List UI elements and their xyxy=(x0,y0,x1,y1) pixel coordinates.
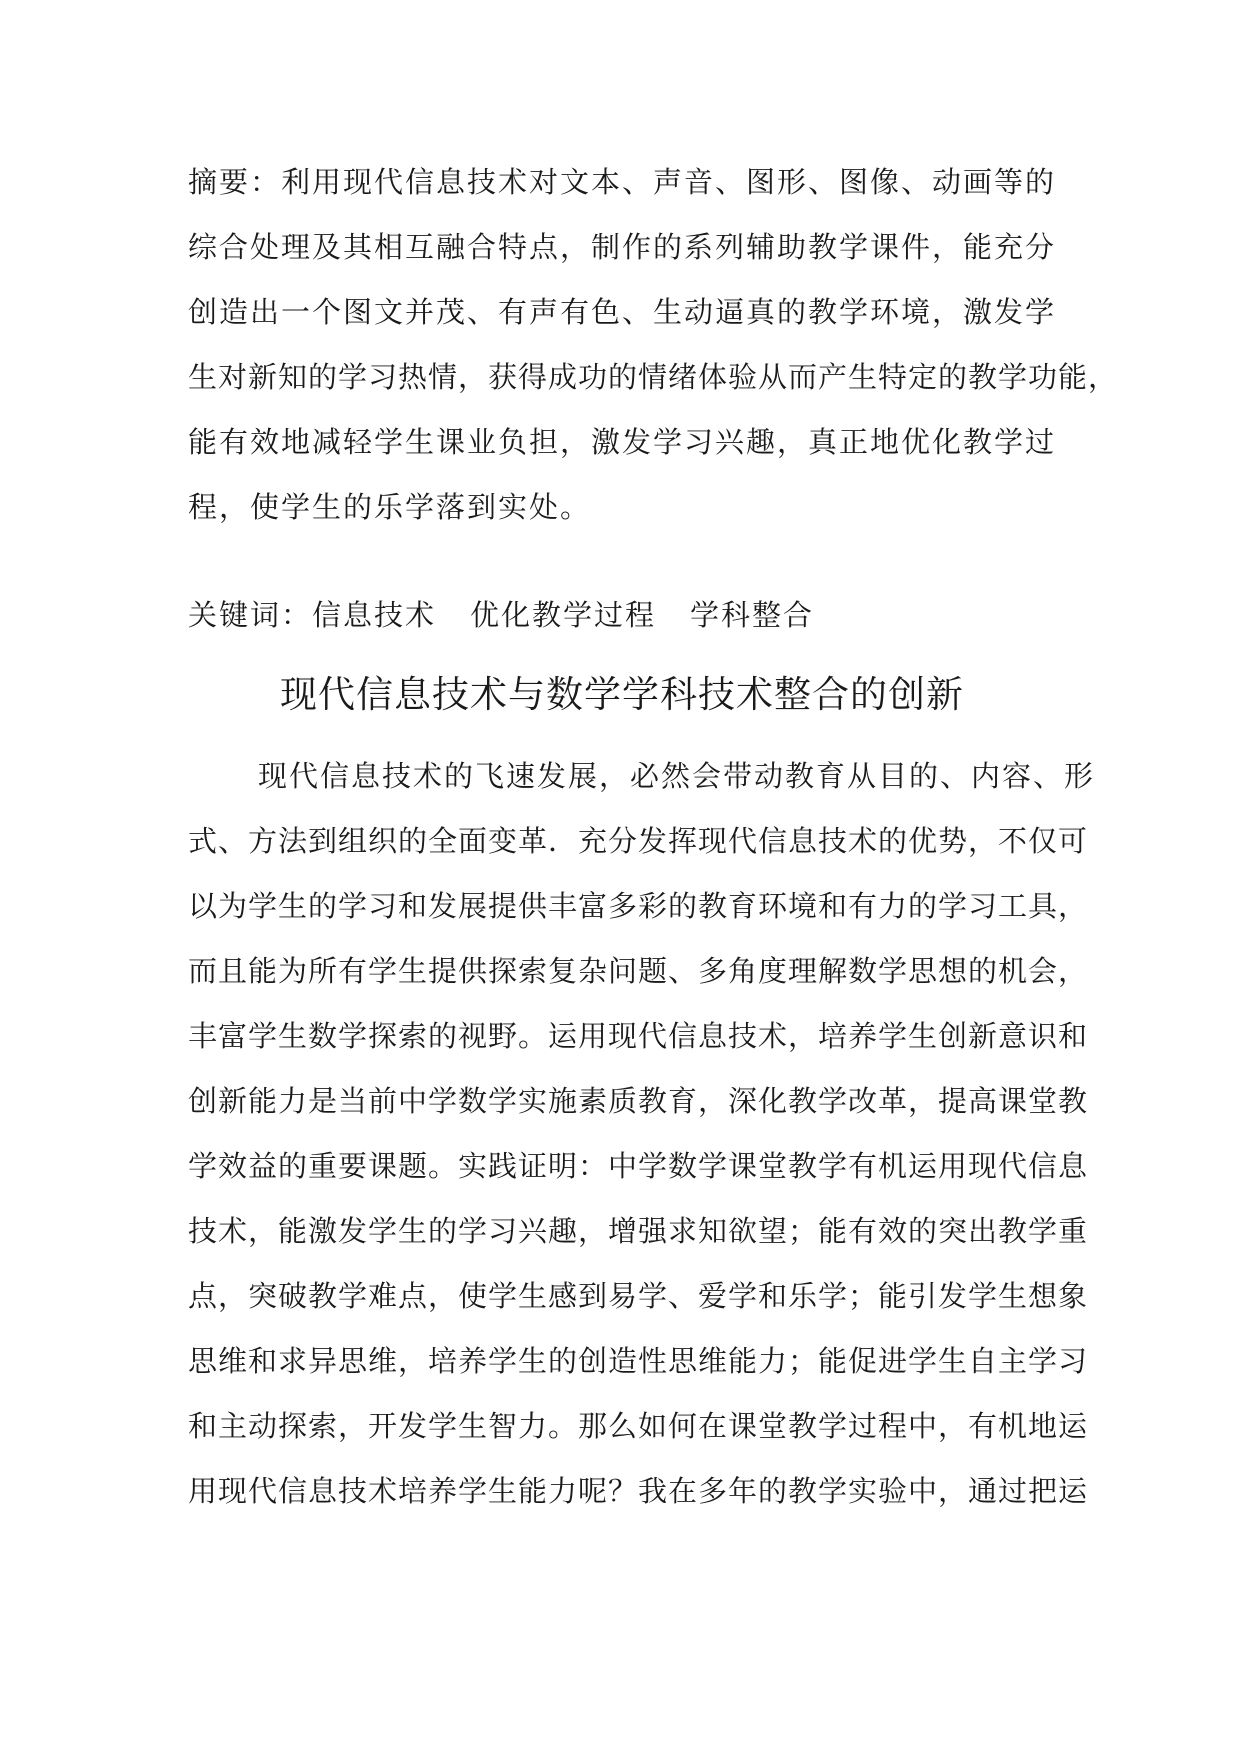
abstract-line: 程，使学生的乐学落到实处。 xyxy=(188,490,592,524)
body-line: 现代信息技术的飞速发展，必然会带动教育从目的、内容、形 xyxy=(258,759,1096,793)
abstract-line: 创造出一个图文并茂、有声有色、生动逼真的教学环境，激发学 xyxy=(188,295,1057,329)
keyword-item: 信息技术 xyxy=(312,598,437,632)
body-line: 技术，能激发学生的学习兴趣，增强求知欲望；能有效的突出教学重 xyxy=(188,1214,1089,1248)
abstract-line: 生对新知的学习热情，获得成功的情绪体验从而产生特定的教学功能， xyxy=(188,360,1119,394)
keyword-item: 优化教学过程 xyxy=(470,598,657,632)
abstract-line: 摘要：利用现代信息技术对文本、声音、图形、图像、动画等的 xyxy=(188,165,1057,199)
body-paragraph xyxy=(188,744,1096,1524)
keywords-label: 关键词： xyxy=(188,598,313,632)
body-line: 丰富学生数学探索的视野。运用现代信息技术，培养学生创新意识和 xyxy=(188,1019,1089,1053)
body-line: 以为学生的学习和发展提供丰富多彩的教育环境和有力的学习工具， xyxy=(188,889,1089,923)
body-line: 思维和求异思维，培养学生的创造性思维能力；能促进学生自主学习 xyxy=(188,1344,1089,1378)
body-line: 学效益的重要课题。实践证明：中学数学课堂教学有机运用现代信息 xyxy=(188,1149,1089,1183)
keyword-item: 学科整合 xyxy=(690,598,815,632)
abstract xyxy=(188,150,1119,540)
body-line: 而且能为所有学生提供探索复杂问题、多角度理解数学思想的机会， xyxy=(188,954,1089,988)
body-line: 用现代信息技术培养学生能力呢？我在多年的教学实验中，通过把运 xyxy=(188,1474,1089,1508)
body-line: 式、方法到组织的全面变革．充分发挥现代信息技术的优势，不仅可 xyxy=(188,824,1089,858)
body-line: 点，突破教学难点，使学生感到易学、爱学和乐学；能引发学生想象 xyxy=(188,1279,1089,1313)
article-title: 现代信息技术与数学学科技术整合的创新 xyxy=(280,673,964,716)
body-line: 和主动探索，开发学生智力。那么如何在课堂教学过程中，有机地运 xyxy=(188,1409,1089,1443)
keywords xyxy=(188,583,1056,648)
body-line: 创新能力是当前中学数学实施素质教育，深化教学改革，提高课堂教 xyxy=(188,1084,1089,1118)
abstract-line: 综合处理及其相互融合特点，制作的系列辅助教学课件，能充分 xyxy=(188,230,1057,264)
abstract-line: 能有效地减轻学生课业负担，激发学习兴趣，真正地优化教学过 xyxy=(188,425,1057,459)
document-page xyxy=(188,150,1119,1524)
